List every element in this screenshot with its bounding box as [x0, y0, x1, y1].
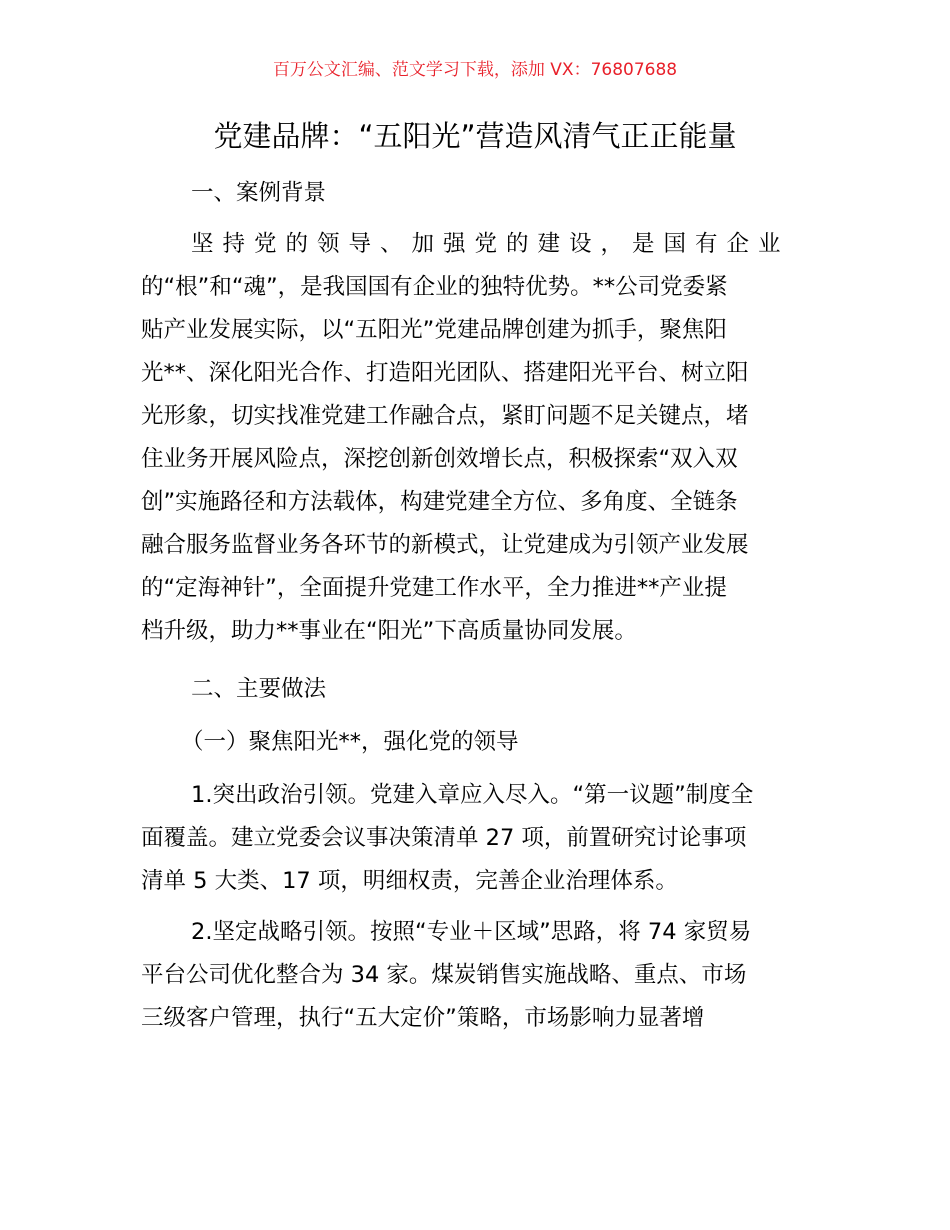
- paragraph-line: 融合服务监督业务各环节的新模式，让党建成为引领产业发展: [141, 532, 749, 558]
- paragraph-line: 的“根”和“魂”，是我国国有企业的独特优势。**公司党委紧: [141, 274, 728, 300]
- paragraph-line: 光形象，切实找准党建工作融合点，紧盯问题不足关键点，堵: [141, 403, 749, 429]
- paragraph-line: 光**、深化阳光合作、打造阳光团队、搭建阳光平台、树立阳: [141, 360, 749, 386]
- paragraph-line: 三级客户管理，执行“五大定价”策略，市场影响力显著增: [141, 1005, 705, 1031]
- paragraph-political-guidance: [141, 774, 811, 903]
- paragraph-line: 平台公司优化整合为 34 家。煤炭销售实施战略、重点、市场: [141, 962, 747, 988]
- sub-heading-leadership: （一）聚焦阳光**，强化党的领导: [181, 729, 519, 755]
- paragraph-strategic-guidance: [141, 911, 811, 1040]
- paragraph-line: 坚持党的领导、加强党的建设，是国有企业: [191, 231, 790, 257]
- section-heading-background: 一、案例背景: [191, 180, 327, 206]
- paragraph-line: 面覆盖。建立党委会议事决策清单 27 项，前置研究讨论事项: [141, 825, 747, 851]
- paragraph-background: [141, 223, 811, 653]
- paragraph-line: 住业务开展风险点，深挖创新创效增长点，积极探索“双入双: [141, 446, 738, 472]
- paragraph-line: 2.坚定战略引领。按照“专业＋区域”思路，将 74 家贸易: [191, 919, 752, 945]
- paragraph-line: 贴产业发展实际，以“五阳光”党建品牌创建为抓手，聚焦阳: [141, 317, 727, 343]
- paragraph-line: 清单 5 大类、17 项，明细权责，完善企业治理体系。: [141, 868, 678, 894]
- paragraph-line: 创”实施路径和方法载体，构建党建全方位、多角度、全链条: [141, 489, 738, 515]
- paragraph-line: 档升级，助力**事业在“阳光”下高质量协同发展。: [141, 618, 637, 644]
- paragraph-line: 1.突出政治引领。党建入章应入尽入。“第一议题”制度全: [191, 782, 754, 808]
- section-heading-methods: 二、主要做法: [191, 676, 327, 702]
- watermark-header: 百万公文汇编、范文学习下载，添加 VX：76807688: [272, 60, 678, 80]
- paragraph-line: 的“定海神针”，全面提升党建工作水平，全力推进**产业提: [141, 575, 727, 601]
- page-title: 党建品牌：“五阳光”营造风清气正正能量: [213, 119, 737, 153]
